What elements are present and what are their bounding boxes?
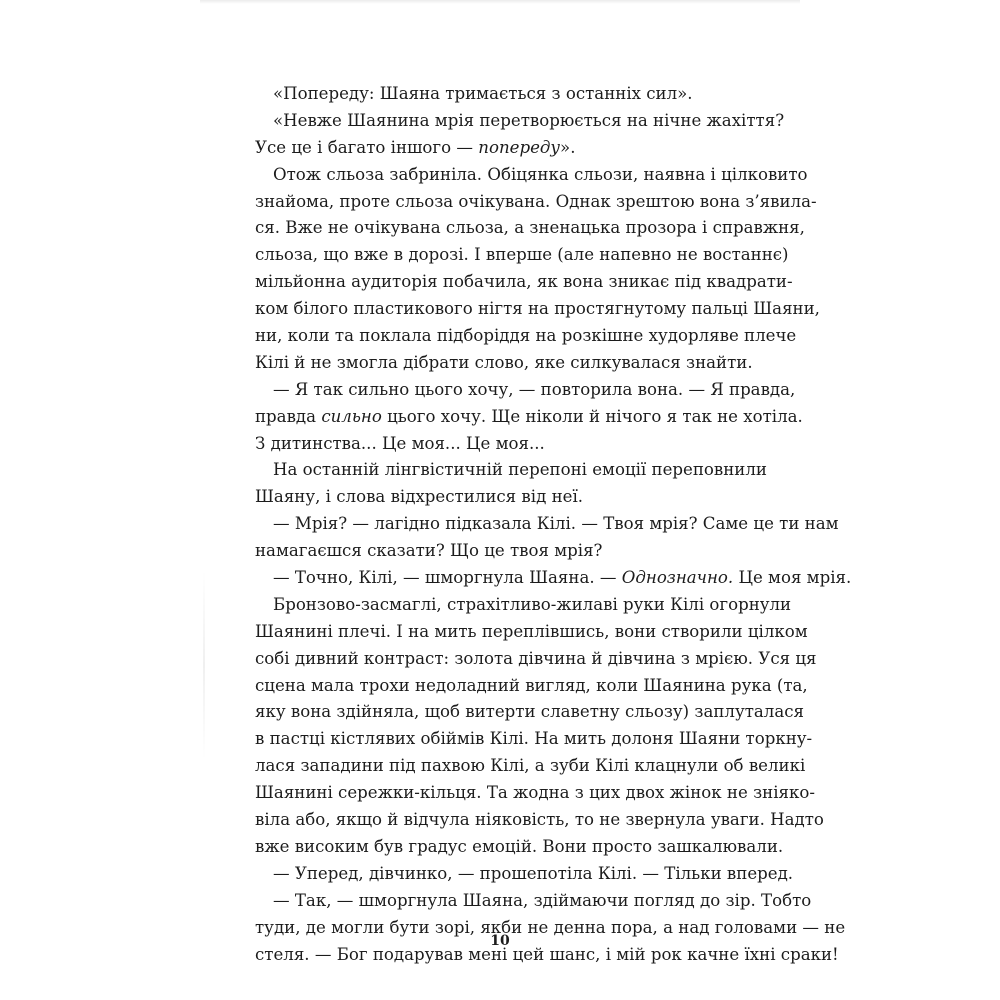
text-line	[255, 296, 820, 323]
text-line	[255, 619, 808, 646]
text-run: — Так, — шморгнула Шаяна, здіймаючи погляд до зір. Тобто	[273, 890, 812, 910]
italic-text: попереду	[478, 137, 561, 157]
text-line	[255, 726, 813, 753]
text-run: ».	[560, 137, 576, 157]
text-line	[255, 565, 852, 592]
text-line	[255, 673, 808, 700]
text-run: «Попереду: Шаяна тримається з останніх сил».	[273, 84, 693, 103]
text-run: стеля. — Бог подарував мені цей шанс, і мій рок качне їхні сраки!	[255, 944, 839, 964]
text-run: цього хочу. Ще ніколи й нічого я так не хотіла.	[381, 406, 803, 426]
text-run: ком білого пластикового нігтя на простягнутому пальці Шаяни,	[255, 299, 820, 319]
body-text	[255, 81, 852, 968]
italic-text: Однозначно.	[621, 568, 734, 588]
text-run: Бронзово-засмаглі, страхітливо-жилаві руки Кілі огорнули	[273, 594, 792, 614]
text-run: вже високим був градус емоцій. Вони просто зашкалювали.	[255, 836, 784, 856]
text-line	[255, 457, 767, 484]
text-line	[255, 592, 792, 619]
text-run: З дитинства... Це моя... Це моя...	[255, 433, 545, 453]
text-line	[255, 753, 806, 780]
text-line	[255, 108, 785, 135]
text-run: — Точно, Кілі, — шморгнула Шаяна. —	[273, 568, 622, 588]
text-line	[255, 484, 755, 511]
text-line	[255, 699, 804, 726]
text-line	[255, 242, 789, 269]
text-run: Усе це і багато іншого —	[255, 137, 479, 157]
text-run: сцена мала трохи недоладний вигляд, коли Шаянина рука (та,	[255, 675, 808, 695]
text-run: На останній лінгвістичній перепоні емоції переповнили	[273, 460, 767, 480]
text-line	[255, 269, 793, 296]
text-run: ни, коли та поклала підборіддя на розкішне худорляве плече	[255, 326, 797, 346]
text-line	[255, 350, 755, 377]
text-run: Шаяну, і слова відхрестилися від неї.	[255, 487, 584, 507]
text-run: — Мрія? — лагідно підказала Кілі. — Твоя мрія? Саме це ти нам	[273, 514, 839, 534]
text-run: правда	[255, 406, 322, 426]
text-line	[255, 807, 824, 834]
text-line	[255, 323, 797, 350]
text-run: — Уперед, дівчинко, — прошепотіла Кілі. — Тільки вперед.	[273, 863, 794, 883]
text-line	[255, 135, 755, 162]
text-run: Це моя мрія.	[733, 568, 852, 588]
text-run: знайома, проте сльоза очікувана. Однак зрештою вона з’явила-	[255, 191, 817, 211]
text-run: віла або, якщо й відчула ніяковість, то не звернула уваги. Надто	[255, 810, 824, 830]
page-number: 10	[490, 933, 510, 949]
text-run: яку вона здійняла, щоб витерти славетну сльозу) заплуталася	[255, 702, 804, 722]
text-run: мільйонна аудиторія побачила, як вона зникає під квадрати-	[255, 272, 793, 292]
text-run: «Невже Шаянина мрія перетворюється на нічне жахіття?	[273, 110, 785, 130]
text-line	[255, 162, 808, 189]
italic-text: сильно	[321, 406, 382, 426]
text-run: лася западини під пахвою Кілі, а зуби Кілі клацнули об великі	[255, 756, 806, 776]
text-line	[255, 511, 839, 538]
text-line	[255, 377, 796, 404]
text-run: Кілі й не змогла дібрати слово, яке силкувалася знайти.	[255, 352, 753, 372]
text-line	[255, 404, 803, 431]
text-run: Шаянині сережки-кільця. Та жодна з цих двох жінок не зніяко-	[255, 783, 815, 803]
text-line	[255, 834, 784, 861]
text-line	[255, 888, 812, 915]
page-edge-mark	[203, 570, 205, 760]
text-run: в пастці кістлявих обіймів Кілі. На мить долоня Шаяни торкну-	[255, 729, 813, 749]
text-line	[255, 81, 755, 108]
text-run: Шаянині плечі. І на мить переплівшись, вони створили цілком	[255, 621, 808, 641]
text-line	[255, 189, 817, 216]
text-run: собі дивний контраст: золота дівчина й дівчина з мрією. Уся ця	[255, 648, 817, 668]
text-run: — Я так сильно цього хочу, — повторила вона. — Я правда,	[273, 379, 796, 399]
text-run: намагаєшся сказати? Що це твоя мрія?	[255, 541, 603, 561]
text-run: сльоза, що вже в дорозі. І вперше (але напевно не востаннє)	[255, 245, 789, 265]
text-line	[255, 215, 805, 242]
text-line	[255, 431, 755, 458]
text-line	[255, 646, 817, 673]
text-line	[255, 861, 794, 888]
page-top-shadow	[200, 0, 800, 4]
text-line	[255, 538, 755, 565]
text-run: Отож сльоза забриніла. Обіцянка сльози, наявна і цілковито	[273, 164, 808, 184]
text-line	[255, 780, 815, 807]
text-run: ся. Вже не очікувана сльоза, а зненацька прозора і справжня,	[255, 218, 805, 238]
text-run: туди, де могли бути зорі, якби не денна пора, а над головами — не	[255, 917, 846, 937]
